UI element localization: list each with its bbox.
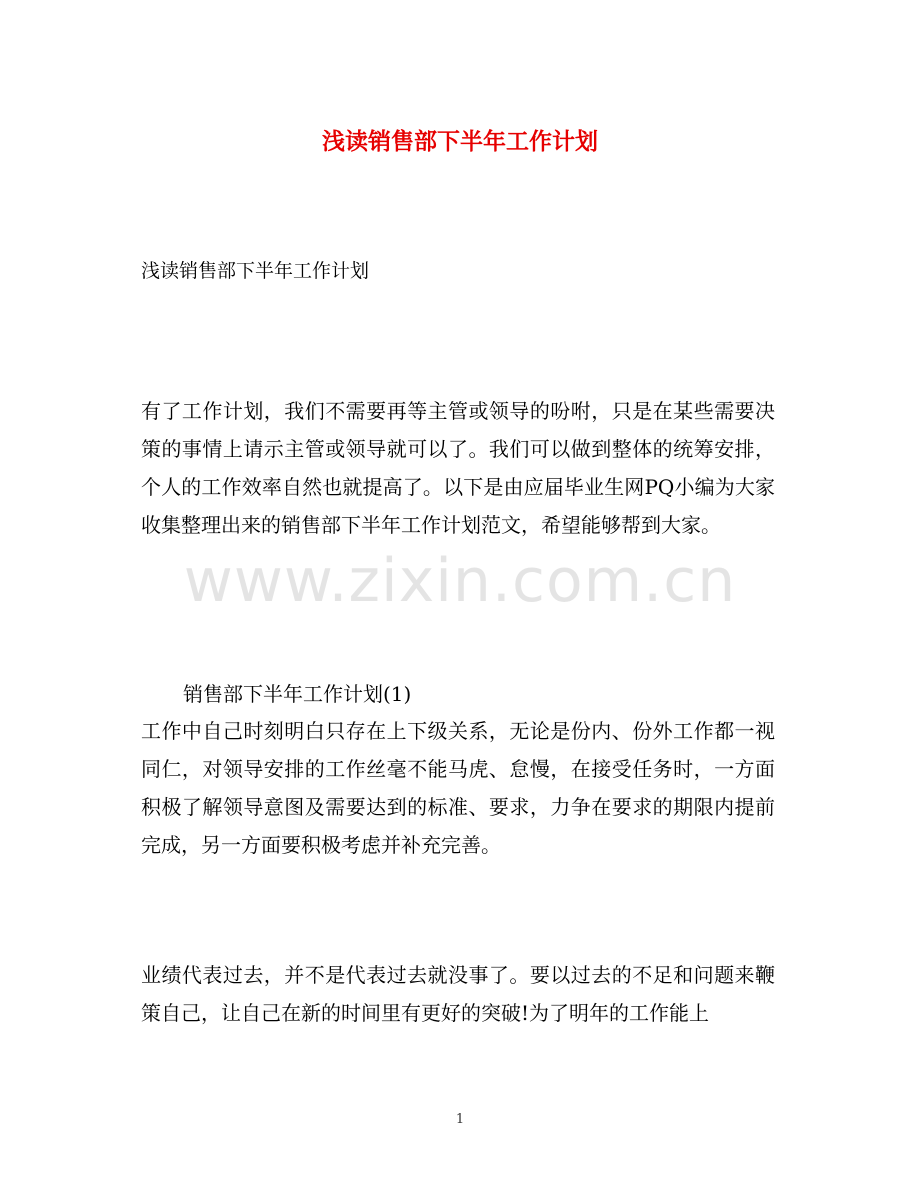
section-heading: 销售部下半年工作计划(1) [183,682,412,706]
document-title: 浅读销售部下半年工作计划 [322,128,598,155]
document-subtitle: 浅读销售部下半年工作计划 [141,260,370,282]
site-watermark: www.zixin.com.cn [183,546,737,616]
section-paragraph: 工作中自己时刻明白只存在上下级关系，无论是份内、份外工作都一视同仁，对领导安排的工作丝毫不能马虎、怠慢，在接受任务时，一方面积极了解领导意图及需要达到的标准、要求，力争在要求的期限内提前完成，另一方面要积极考虑并补充完善。 [141,719,775,857]
closing-paragraph: 业绩代表过去，并不是代表过去就没事了。要以过去的不足和问题来鞭策自己，让自己在新的时间里有更好的突破!为了明年的工作能上 [141,963,775,1025]
page-number: 1 [455,1112,465,1127]
intro-paragraph: 有了工作计划，我们不需要再等主管或领导的吩咐，只是在某些需要决策的事情上请示主管或领导就可以了。我们可以做到整体的统筹安排，个人的工作效率自然也就提高了。以下是由应届毕业生网PQ小编为大家收集整理出来的销售部下半年工作计划范文，希望能够帮到大家。 [141,399,775,537]
